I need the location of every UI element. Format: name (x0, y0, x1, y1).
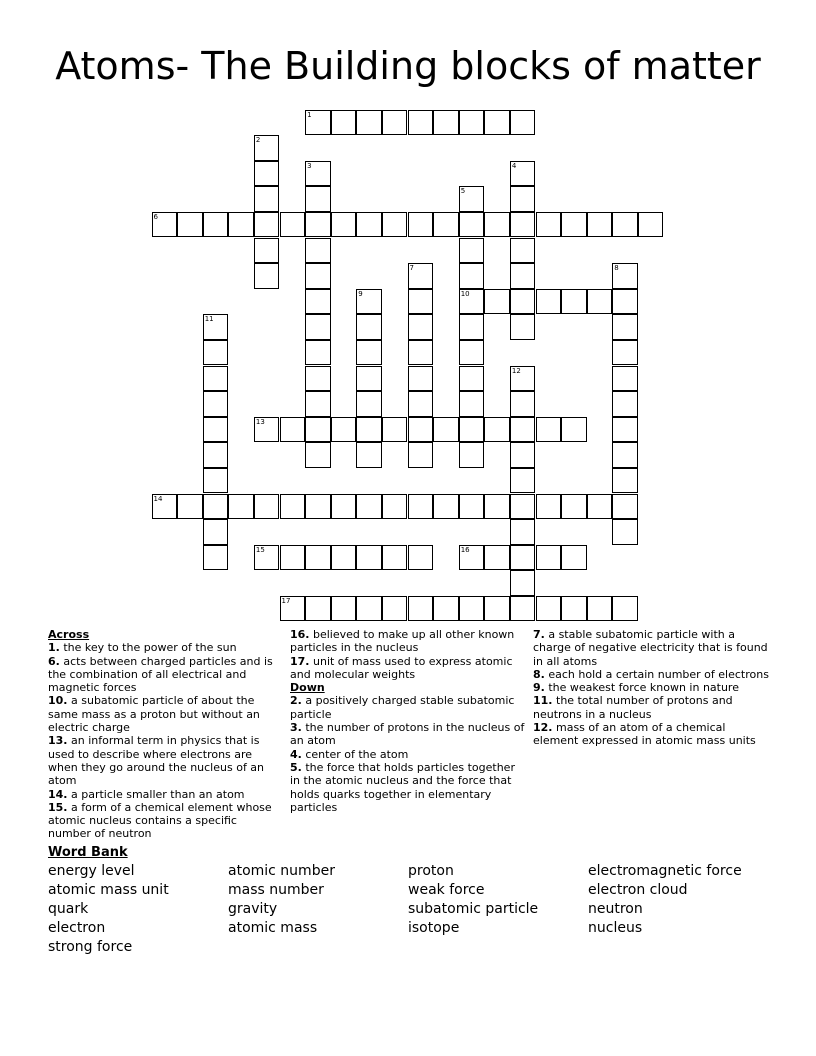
grid-cell[interactable] (254, 238, 280, 264)
clues-column-1 (48, 628, 282, 841)
grid-cell[interactable] (612, 417, 638, 443)
down-clue-4 (290, 748, 526, 761)
cell-number: 11 (204, 315, 214, 324)
grid-cell[interactable] (638, 212, 664, 238)
clue-text: a particle smaller than an atom (71, 787, 245, 801)
down-clue-11 (533, 694, 773, 721)
grid-cell[interactable] (433, 494, 459, 520)
across-heading: Across (48, 628, 90, 641)
cell-number: 3 (307, 161, 312, 170)
grid-cell[interactable] (152, 494, 178, 520)
grid-cell[interactable] (536, 545, 562, 571)
grid-cell[interactable] (305, 110, 331, 136)
grid-cell[interactable] (331, 110, 357, 136)
grid-cell[interactable] (408, 263, 434, 289)
grid-cell[interactable] (510, 238, 536, 264)
grid-cell[interactable] (612, 289, 638, 315)
cell-number: 7 (409, 264, 414, 273)
grid-cell[interactable] (612, 212, 638, 238)
grid-cell[interactable] (459, 417, 485, 443)
cell-number: 2 (255, 136, 261, 145)
grid-cell[interactable] (510, 314, 536, 340)
cell-number: 10 (460, 289, 470, 298)
grid-cell[interactable] (331, 212, 357, 238)
grid-cell[interactable] (305, 442, 331, 468)
grid-cell[interactable] (612, 468, 638, 494)
grid-cell[interactable] (484, 494, 510, 520)
grid-cell[interactable] (203, 545, 229, 571)
grid-cell[interactable] (510, 289, 536, 315)
word-bank-item: quark (48, 901, 89, 917)
cell-number: 9 (358, 289, 363, 298)
grid-cell[interactable] (408, 366, 434, 392)
grid-cell[interactable] (408, 545, 434, 571)
grid-cell[interactable] (510, 417, 536, 443)
cell-number: 8 (614, 264, 619, 273)
word-bank-item: proton (408, 863, 454, 879)
grid-cell[interactable] (408, 391, 434, 417)
cell-number: 13 (255, 417, 265, 426)
clue-number: 14. (48, 787, 68, 801)
grid-cell[interactable] (356, 596, 382, 622)
grid-cell[interactable] (203, 468, 229, 494)
cell-number: 16 (460, 545, 470, 554)
grid-cell[interactable] (203, 442, 229, 468)
grid-cell[interactable] (280, 545, 306, 571)
clue-text: a positively charged stable subatomic particle (290, 694, 515, 721)
grid-cell[interactable] (331, 596, 357, 622)
grid-cell[interactable] (305, 238, 331, 264)
clues-column-3 (533, 628, 773, 748)
cell-number: 1 (307, 110, 312, 119)
clues-column-2 (290, 628, 526, 814)
clue-number: 11. (533, 694, 553, 708)
grid-cell[interactable] (203, 519, 229, 545)
grid-cell[interactable] (305, 340, 331, 366)
clue-number: 10. (48, 694, 68, 708)
grid-cell[interactable] (433, 417, 459, 443)
grid-cell[interactable] (356, 110, 382, 136)
grid-cell[interactable] (459, 186, 485, 212)
grid-cell[interactable] (510, 212, 536, 238)
grid-cell[interactable] (561, 289, 587, 315)
clue-number: 3. (290, 721, 302, 735)
grid-cell[interactable] (536, 212, 562, 238)
grid-cell[interactable] (459, 391, 485, 417)
grid-cell[interactable] (459, 263, 485, 289)
grid-cell[interactable] (305, 494, 331, 520)
grid-cell[interactable] (203, 417, 229, 443)
clue-number: 9. (533, 681, 545, 695)
clue-number: 4. (290, 747, 302, 761)
word-bank-item: strong force (48, 939, 133, 955)
word-bank-item: nucleus (588, 920, 643, 936)
grid-cell[interactable] (280, 212, 306, 238)
clue-number: 16. (290, 628, 310, 641)
grid-cell[interactable] (356, 494, 382, 520)
grid-cell[interactable] (484, 596, 510, 622)
grid-cell[interactable] (356, 340, 382, 366)
grid-cell[interactable] (612, 314, 638, 340)
clue-number: 1. (48, 641, 60, 655)
grid-cell[interactable] (484, 289, 510, 315)
clue-number: 12. (533, 721, 553, 735)
grid-cell[interactable] (203, 340, 229, 366)
grid-cell[interactable] (203, 391, 229, 417)
grid-cell[interactable] (587, 494, 613, 520)
clue-text: the key to the power of the sun (63, 641, 237, 655)
grid-cell[interactable] (254, 212, 280, 238)
grid-cell[interactable] (510, 391, 536, 417)
grid-cell[interactable] (587, 212, 613, 238)
grid-cell[interactable] (612, 366, 638, 392)
across-clue-1 (48, 641, 282, 654)
word-bank-item: subatomic particle (408, 901, 539, 917)
clue-number: 15. (48, 800, 68, 814)
clue-text: acts between charged particles and is the combination of all electrical and magnetic forces (48, 654, 273, 695)
grid-cell[interactable] (356, 314, 382, 340)
grid-cell[interactable] (408, 212, 434, 238)
grid-cell[interactable] (612, 494, 638, 520)
grid-cell[interactable] (510, 494, 536, 520)
grid-cell[interactable] (484, 545, 510, 571)
grid-cell[interactable] (228, 212, 254, 238)
grid-cell[interactable] (382, 212, 408, 238)
clue-number: 6. (48, 654, 60, 668)
grid-cell[interactable] (305, 212, 331, 238)
clue-text: the force that holds particles together in the atomic nucleus and the force that holds quarks together in elementary particles (290, 760, 515, 814)
grid-cell[interactable] (536, 417, 562, 443)
grid-cell[interactable] (305, 263, 331, 289)
cell-number: 15 (255, 545, 265, 554)
grid-cell[interactable] (510, 545, 536, 571)
down-clue-7 (533, 628, 773, 668)
grid-cell[interactable] (510, 263, 536, 289)
grid-cell[interactable] (356, 545, 382, 571)
grid-cell[interactable] (305, 391, 331, 417)
word-bank-item: electron cloud (588, 882, 688, 898)
grid-cell[interactable] (510, 596, 536, 622)
grid-cell[interactable] (331, 494, 357, 520)
grid-cell[interactable] (280, 494, 306, 520)
grid-cell[interactable] (177, 212, 203, 238)
grid-cell[interactable] (510, 519, 536, 545)
grid-cell[interactable] (612, 596, 638, 622)
grid-cell[interactable] (305, 289, 331, 315)
grid-cell[interactable] (254, 135, 280, 161)
clue-number: 2. (290, 694, 302, 708)
grid-cell[interactable] (254, 161, 280, 187)
clue-text: each hold a certain number of electrons (548, 667, 769, 681)
grid-cell[interactable] (356, 442, 382, 468)
down-clue-8 (533, 668, 773, 681)
grid-cell[interactable] (459, 212, 485, 238)
cell-number: 4 (511, 161, 517, 170)
grid-cell[interactable] (433, 110, 459, 136)
grid-cell[interactable] (331, 545, 357, 571)
grid-cell[interactable] (587, 596, 613, 622)
grid-cell[interactable] (280, 417, 306, 443)
across-clue-10 (48, 694, 282, 734)
across-clue-17 (290, 655, 526, 682)
grid-cell[interactable] (561, 417, 587, 443)
clue-text: believed to make up all other known particles in the nucleus (290, 628, 515, 655)
grid-cell[interactable] (408, 442, 434, 468)
clue-number: 13. (48, 734, 68, 748)
grid-cell[interactable] (510, 468, 536, 494)
grid-cell[interactable] (305, 186, 331, 212)
grid-cell[interactable] (459, 545, 485, 571)
grid-cell[interactable] (382, 417, 408, 443)
grid-cell[interactable] (331, 417, 357, 443)
grid-cell[interactable] (356, 391, 382, 417)
across-clue-14 (48, 788, 282, 801)
grid-cell[interactable] (254, 263, 280, 289)
down-clue-3 (290, 721, 526, 748)
grid-cell[interactable] (561, 545, 587, 571)
down-clue-9 (533, 681, 773, 694)
grid-cell[interactable] (254, 186, 280, 212)
clue-text: the weakest force known in nature (548, 681, 739, 695)
across-clue-6 (48, 655, 282, 695)
grid-cell[interactable] (305, 366, 331, 392)
grid-cell[interactable] (177, 494, 203, 520)
grid-cell[interactable] (305, 596, 331, 622)
grid-cell[interactable] (459, 340, 485, 366)
word-bank (48, 862, 788, 957)
clue-number: 5. (290, 760, 302, 774)
grid-cell[interactable] (408, 494, 434, 520)
across-clue-16 (290, 628, 526, 655)
grid-cell[interactable] (382, 494, 408, 520)
grid-cell[interactable] (356, 417, 382, 443)
grid-cell[interactable] (254, 545, 280, 571)
grid-cell[interactable] (254, 494, 280, 520)
grid-cell[interactable] (459, 314, 485, 340)
grid-cell[interactable] (356, 289, 382, 315)
word-bank-item: energy level (48, 863, 135, 879)
grid-cell[interactable] (510, 161, 536, 187)
clue-text: center of the atom (305, 747, 409, 761)
down-heading: Down (290, 681, 325, 695)
grid-cell[interactable] (408, 314, 434, 340)
grid-cell[interactable] (254, 417, 280, 443)
grid-cell[interactable] (459, 289, 485, 315)
grid-cell[interactable] (561, 212, 587, 238)
grid-cell[interactable] (305, 314, 331, 340)
grid-cell[interactable] (484, 110, 510, 136)
cell-number: 14 (153, 494, 163, 503)
grid-cell[interactable] (561, 596, 587, 622)
grid-cell[interactable] (484, 212, 510, 238)
word-bank-heading: Word Bank (48, 845, 128, 860)
grid-cell[interactable] (203, 366, 229, 392)
grid-cell[interactable] (459, 442, 485, 468)
cell-number: 17 (281, 596, 291, 605)
word-bank-item: atomic mass (228, 920, 318, 936)
grid-cell[interactable] (356, 366, 382, 392)
word-bank-item: neutron (588, 901, 643, 917)
grid-cell[interactable] (459, 238, 485, 264)
clue-text: the number of protons in the nucleus of an atom (290, 721, 525, 748)
grid-cell[interactable] (408, 340, 434, 366)
grid-cell[interactable] (382, 110, 408, 136)
cell-number: 6 (153, 212, 158, 221)
grid-cell[interactable] (536, 289, 562, 315)
cell-number: 12 (511, 366, 521, 375)
grid-cell[interactable] (536, 494, 562, 520)
across-clue-15 (48, 801, 282, 841)
grid-cell[interactable] (280, 596, 306, 622)
grid-cell[interactable] (203, 212, 229, 238)
grid-cell[interactable] (433, 596, 459, 622)
down-clue-12 (533, 721, 773, 748)
grid-cell[interactable] (484, 417, 510, 443)
grid-cell[interactable] (203, 494, 229, 520)
clue-number: 17. (290, 654, 310, 668)
clue-text: an informal term in physics that is used to describe where electrons are when they go around the nucleus of an atom (48, 734, 265, 788)
grid-cell[interactable] (510, 442, 536, 468)
clue-number: 8. (533, 667, 545, 681)
word-bank-item: weak force (408, 882, 485, 898)
grid-cell[interactable] (561, 494, 587, 520)
clue-text: unit of mass used to express atomic and molecular weights (290, 654, 513, 681)
grid-cell[interactable] (408, 417, 434, 443)
grid-cell[interactable] (459, 110, 485, 136)
grid-cell[interactable] (228, 494, 254, 520)
puzzle-title: Atoms- The Building blocks of matter (55, 44, 761, 88)
down-clue-5 (290, 761, 526, 814)
grid-cell[interactable] (305, 161, 331, 187)
grid-cell[interactable] (408, 110, 434, 136)
word-bank-item: isotope (408, 920, 460, 936)
clue-text: mass of an atom of a chemical element expressed in atomic mass units (533, 721, 756, 748)
clue-text: a stable subatomic particle with a charge of negative electricity that is found in all atoms (533, 628, 768, 668)
grid-cell[interactable] (305, 417, 331, 443)
clue-text: a form of a chemical element whose atomic nucleus contains a specific number of neutron (48, 800, 272, 841)
grid-cell[interactable] (510, 186, 536, 212)
clue-text: the total number of protons and neutrons in a nucleus (533, 694, 733, 721)
grid-cell[interactable] (510, 570, 536, 596)
grid-cell[interactable] (612, 391, 638, 417)
grid-cell[interactable] (152, 212, 178, 238)
grid-cell[interactable] (510, 110, 536, 136)
grid-cell[interactable] (587, 289, 613, 315)
grid-cell[interactable] (536, 596, 562, 622)
grid-cell[interactable] (459, 494, 485, 520)
grid-cell[interactable] (459, 366, 485, 392)
clue-number: 7. (533, 628, 545, 641)
grid-cell[interactable] (459, 596, 485, 622)
grid-cell[interactable] (612, 519, 638, 545)
grid-cell[interactable] (305, 545, 331, 571)
grid-cell[interactable] (510, 366, 536, 392)
word-bank-item: atomic number (228, 863, 335, 879)
grid-cell[interactable] (433, 212, 459, 238)
down-clue-2 (290, 694, 526, 721)
grid-cell[interactable] (408, 289, 434, 315)
grid-cell[interactable] (612, 263, 638, 289)
across-clue-13 (48, 734, 282, 787)
grid-cell[interactable] (408, 596, 434, 622)
grid-cell[interactable] (356, 212, 382, 238)
grid-cell[interactable] (203, 314, 229, 340)
word-bank-item: gravity (228, 901, 278, 917)
grid-cell[interactable] (612, 340, 638, 366)
grid-cell[interactable] (612, 442, 638, 468)
word-bank-item: atomic mass unit (48, 882, 169, 898)
word-bank-item: mass number (228, 882, 324, 898)
grid-cell[interactable] (382, 545, 408, 571)
word-bank-item: electromagnetic force (588, 863, 742, 879)
clue-text: a subatomic particle of about the same mass as a proton but without an electric charge (48, 694, 260, 735)
word-bank-item: electron (48, 920, 106, 936)
grid-cell[interactable] (382, 596, 408, 622)
cell-number: 5 (460, 187, 466, 196)
